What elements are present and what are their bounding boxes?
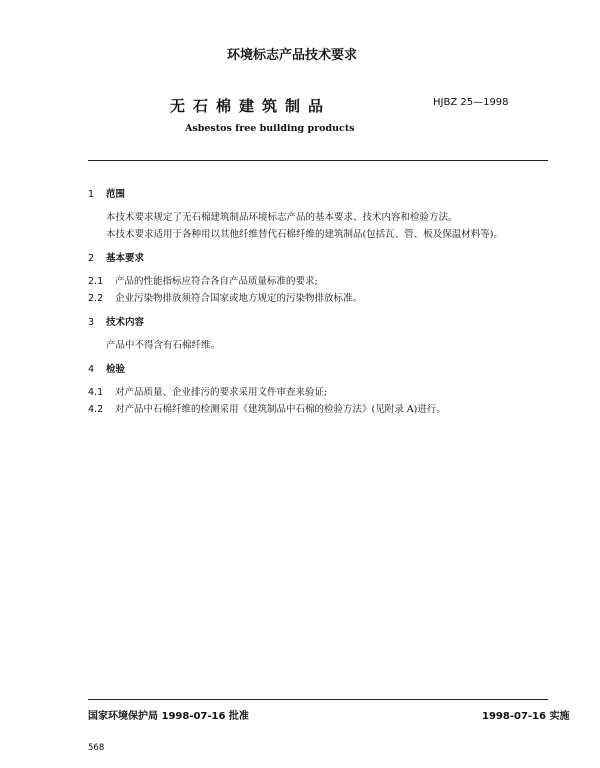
list-item [88,273,318,287]
section-heading [88,361,125,375]
section-heading [88,250,144,264]
section-heading [88,314,144,328]
header-divider [88,160,548,161]
item-number: 4.1 [88,387,104,398]
item-number: 4.2 [88,404,104,415]
item-number: 2.1 [88,276,104,287]
section-heading [88,186,125,200]
footer-divider [88,699,548,700]
item-number: 2.2 [88,293,104,304]
section-number: 4 [88,364,95,375]
item-text: 企业污染物排放须符合国家或地方规定的污染物排放标准。 [115,293,363,304]
list-item [88,290,362,304]
section-title: 技术内容 [106,317,145,328]
list-item [88,384,327,398]
section-number: 3 [88,317,95,328]
section-number: 2 [88,253,95,264]
standard-number: HJBZ 25—1998 [433,97,509,108]
page-number: 568 [88,743,105,753]
series-title: 环境标志产品技术要求 [226,48,357,63]
section-title: 基本要求 [106,253,145,264]
effective-date: 1998-07-16 实施 [482,711,570,722]
item-text: 对产品中石棉纤维的检测采用《建筑制品中石棉的检验方法》(见附录 A)进行。 [115,404,446,415]
paragraph: 本技术要求规定了无石棉建筑制品环境标志产品的基本要求、技术内容和检验方法。 [106,212,458,223]
document-title: 无石棉建筑制品 [170,97,332,115]
english-title: Asbestos free building products [185,123,355,134]
approval-line: 国家环境保护局 1998-07-16 批准 [88,711,249,722]
item-text: 对产品质量、企业排污的要求采用文件审查来验证; [115,387,328,398]
section-number: 1 [88,189,95,200]
list-item [88,401,446,415]
section-title: 检验 [106,364,126,375]
paragraph: 本技术要求适用于各种用以其他纤维替代石棉纤维的建筑制品(包括瓦、管、板及保温材料等)。 [106,229,503,240]
paragraph: 产品中不得含有石棉纤维。 [106,340,221,351]
section-title: 范围 [106,189,126,200]
item-text: 产品的性能指标应符合各自产品质量标准的要求; [115,276,318,287]
